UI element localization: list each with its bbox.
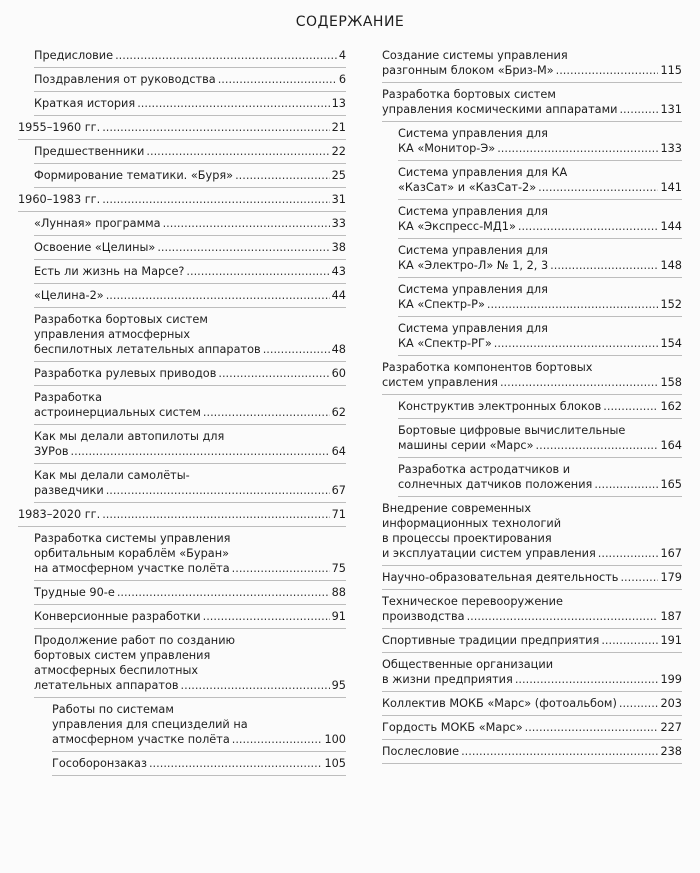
toc-page-number: 115 [660,64,682,77]
toc-entry-title-line: Формирование тематики. «Буря» [34,169,234,182]
toc-entry[interactable] [18,260,346,283]
toc-entry-title-line: Система управления для [398,205,548,218]
toc-page-number: 62 [331,406,346,419]
dot-leader [487,297,659,312]
toc-entry-title-line: «Лунная» программа [34,217,161,230]
toc-page-number: 43 [331,265,346,278]
dot-leader [218,72,337,87]
toc-entry-title-line: Разработка бортовых систем [34,313,208,326]
toc-entry[interactable] [18,698,346,751]
dot-leader [115,48,337,63]
toc-entry[interactable] [382,590,682,628]
toc-entry-title-line: в процессы проектирования [382,532,552,545]
toc-entry[interactable] [18,164,346,187]
toc-entry-title-line: Спортивные традиции предприятия [382,634,600,647]
toc-entry-title-line: управления атмосферных [34,328,191,341]
toc-entry-title-line: астроинерциальных систем [34,406,201,419]
toc-entry-title-line: Конструктив электронных блоков [398,400,602,413]
toc-page-number: 227 [660,721,682,734]
toc-entry[interactable] [18,503,346,526]
toc-entry-title-line: и эксплуатации систем управления [382,547,596,560]
toc-page-number: 88 [331,586,346,599]
dot-leader [550,258,658,273]
toc-entry-title-line: Научно-образовательная деятельность [382,571,619,584]
dot-leader [525,720,659,735]
toc-entry-title-line: Работы по системам [52,703,174,716]
toc-entry[interactable] [382,44,682,82]
toc-entry-title-line: разгонным блоком «Бриз-М» [382,64,554,77]
toc-page-number: 4 [338,49,346,62]
dot-leader [149,756,322,771]
toc-page-number: 22 [331,145,346,158]
dot-leader [117,585,330,600]
toc-page-number: 152 [660,298,682,311]
toc-page-number: 164 [660,439,682,452]
toc-entry-title-line: разведчики [34,484,104,497]
toc-entry[interactable] [18,188,346,211]
toc-page-number: 21 [331,121,346,134]
toc-entry-title-line: Разработка бортовых систем [382,88,556,101]
toc-entry[interactable] [382,497,682,565]
toc-page-number: 31 [331,193,346,206]
toc-entry-title-line: Создание системы управления [382,49,568,62]
toc-entry-title-line: ЗУРов [34,445,69,458]
toc-entry-title-line: Система управления для [398,244,548,257]
toc-entry[interactable] [18,527,346,580]
toc-entry[interactable] [18,92,346,115]
dot-leader [536,438,659,453]
toc-page-number: 131 [660,103,682,116]
toc-entry[interactable] [18,140,346,163]
toc-entry-title-line: солнечных датчиков положения [398,478,593,491]
toc-page-number: 67 [331,484,346,497]
toc-entry-title-line: атмосферном участке полёта [52,733,230,746]
toc-entry-title-line: КА «Экспресс-МД1» [398,220,516,233]
toc-entry-title-line: Система управления для КА [398,166,568,179]
toc-entry[interactable] [18,629,346,697]
toc-entry[interactable] [382,653,682,691]
dot-leader [102,120,329,135]
dot-leader [71,444,330,459]
dot-leader [232,561,330,576]
toc-page-number: 238 [660,745,682,758]
toc-entry-title-line: КА «Спектр-Р» [398,298,485,311]
toc-entry-title-line: 1955–1960 гг. [18,121,101,134]
toc-page-number: 44 [331,289,346,302]
toc-entry[interactable] [382,566,682,589]
toc-entry[interactable] [382,200,682,238]
dot-leader [556,63,659,78]
toc-entry-title-line: Разработка системы управления [34,532,231,545]
toc-page-number: 154 [660,337,682,350]
toc-page-number: 48 [331,343,346,356]
dot-leader [106,288,330,303]
toc-page-number: 199 [660,673,682,686]
toc-entry-title-line: Система управления для [398,322,548,335]
toc-entry[interactable] [18,362,346,385]
toc-entry-title-line: 1960–1983 гг. [18,193,101,206]
toc-entry-title-line: Продолжение работ по созданию [34,634,236,647]
dot-leader [518,219,659,234]
toc-entry-title-line: Техническое перевооружение [382,595,563,608]
toc-page-number: 133 [660,142,682,155]
toc-entry[interactable] [382,122,682,160]
toc-entry-title-line: Гособоронзаказ [52,757,147,770]
toc-entry-title-line: КА «Спектр-РГ» [398,337,492,350]
toc-entry-title-line: Трудные 90-е [34,586,115,599]
page-title: СОДЕРЖАНИЕ [295,14,405,30]
toc-entry[interactable] [18,308,346,361]
toc-page-number: 60 [331,367,346,380]
toc-entry[interactable] [382,629,682,652]
dot-leader [601,633,658,648]
dot-leader [157,240,329,255]
toc-entry[interactable] [382,395,682,418]
toc-entry-title-line: Есть ли жизнь на Марсе? [34,265,185,278]
toc-entry[interactable] [18,236,346,259]
toc-page-number: 144 [660,220,682,233]
toc-page-number: 95 [331,679,346,692]
dot-leader [106,483,330,498]
toc-entry-title-line: Послесловие [382,745,460,758]
dot-leader [598,546,659,561]
toc-entry[interactable] [18,605,346,628]
toc-entry[interactable] [382,278,682,316]
toc-entry-title-line: Гордость МОКБ «Марс» [382,721,523,734]
toc-entry-title-line: Разработка астродатчиков и [398,463,571,476]
toc-entry[interactable] [382,161,682,199]
toc-page-number: 100 [324,733,346,746]
toc-entry-title-line: управления для специзделий на [52,718,248,731]
dot-leader [203,609,330,624]
toc-page-number: 167 [660,547,682,560]
toc-entry[interactable] [18,212,346,235]
dot-leader [235,168,330,183]
dot-leader [102,192,329,207]
toc-page-number: 64 [331,445,346,458]
toc-entry-title-line: «Целина-2» [34,289,104,302]
toc-entry-title-line: Система управления для [398,283,548,296]
dot-leader [137,96,329,111]
toc-entry[interactable] [18,581,346,604]
toc-page-number: 91 [331,610,346,623]
toc-entry-title-line: Разработка рулевых приводов [34,367,217,380]
dot-leader [603,399,658,414]
dot-leader [494,336,659,351]
toc-page-number: 158 [660,376,682,389]
toc-entry-title-line: систем управления [382,376,498,389]
toc-page-number: 13 [331,97,346,110]
toc-entry-title-line: летательных аппаратов [34,679,179,692]
toc-entry-title-line: КА «Электро-Л» № 1, 2, 3 [398,259,549,272]
toc-entry-title-line: Разработка компонентов бортовых [382,361,593,374]
toc-separator [382,763,682,764]
dot-leader [232,732,323,747]
dot-leader [163,216,330,231]
toc-page-number: 191 [660,634,682,647]
toc-page-number: 33 [331,217,346,230]
toc-right-column [382,44,682,764]
toc-entry[interactable] [382,419,682,457]
toc-page-number: 105 [324,757,346,770]
toc-entry[interactable] [382,239,682,277]
toc-entry-title-line: в жизни предприятия [382,673,513,686]
toc-entry[interactable] [18,425,346,463]
toc-page-number: 75 [331,562,346,575]
toc-entry[interactable] [18,68,346,91]
toc-entry-title-line: 1983–2020 гг. [18,508,101,521]
toc-page-number: 38 [331,241,346,254]
toc-entry[interactable] [382,317,682,355]
toc-entry[interactable] [382,458,682,496]
toc-page-number: 203 [660,697,682,710]
dot-leader [102,507,329,522]
toc-page-number: 148 [660,259,682,272]
toc-page-number: 6 [338,73,346,86]
toc-entry-title-line: Краткая история [34,97,136,110]
dot-leader [619,696,659,711]
toc-entry[interactable] [382,356,682,394]
toc-entry-title-line: Освоение «Целины» [34,241,156,254]
dot-leader [181,678,330,693]
toc-entry-title-line: Конверсионные разработки [34,610,201,623]
toc-entry-title-line: Как мы делали автопилоты для [34,430,225,443]
toc-entry[interactable] [382,83,682,121]
toc-entry-title-line: Внедрение современных [382,502,532,515]
dot-leader [500,375,659,390]
toc-entry-title-line: «КазСат» и «КазСат-2» [398,181,537,194]
toc-entry[interactable] [18,464,346,502]
toc-page-number: 179 [660,571,682,584]
toc-entry-title-line: бортовых систем управления [34,649,211,662]
dot-leader [619,102,658,117]
toc-page-number: 25 [331,169,346,182]
dot-leader [146,144,329,159]
toc-entry-title-line: информационных технологий [382,517,562,530]
dot-leader [461,744,658,759]
dot-leader [203,405,330,420]
toc-entry-title-line: орбитальным кораблём «Буран» [34,547,230,560]
dot-leader [186,264,329,279]
dot-leader [263,342,330,357]
dot-leader [620,570,658,585]
toc-entry-title-line: атмосферных беспилотных [34,664,199,677]
toc-page-number: 165 [660,478,682,491]
toc-entry-title-line: Предисловие [34,49,114,62]
toc-page-number: 141 [660,181,682,194]
toc-page-number: 71 [331,508,346,521]
toc-entry-title-line: Коллектив МОКБ «Марс» (фотоальбом) [382,697,617,710]
toc-entry-title-line: КА «Монитор-Э» [398,142,496,155]
toc-separator [52,775,346,776]
toc-entry[interactable] [18,752,346,775]
toc-entry-title-line: управления космическими аппаратами [382,103,618,116]
toc-entry-title-line: Поздравления от руководства [34,73,216,86]
toc-entry-title-line: на атмосферном участке полёта [34,562,230,575]
toc-entry-title-line: беспилотных летательных аппаратов [34,343,261,356]
toc-entry-title-line: Разработка [34,391,103,404]
toc-entry-title-line: производства [382,610,465,623]
dot-leader [467,609,659,624]
toc-entry[interactable] [18,386,346,424]
toc-left-column [18,44,346,776]
dot-leader [538,180,658,195]
toc-page-number: 187 [660,610,682,623]
toc-entry-title-line: машины серии «Марс» [398,439,534,452]
toc-entry-title-line: Как мы делали самолёты- [34,469,190,482]
dot-leader [515,672,659,687]
toc-entry[interactable] [382,740,682,763]
toc-entry[interactable] [18,116,346,139]
toc-entry-title-line: Бортовые цифровые вычислительные [398,424,626,437]
dot-leader [497,141,658,156]
toc-entry-title-line: Общественные организации [382,658,554,671]
dot-leader [218,366,329,381]
toc-entry-title-line: Система управления для [398,127,548,140]
toc-page-number: 162 [660,400,682,413]
toc-entry[interactable] [18,284,346,307]
toc-entry[interactable] [18,44,346,67]
toc-entry[interactable] [382,692,682,715]
dot-leader [594,477,658,492]
toc-entry-title-line: Предшественники [34,145,145,158]
toc-entry[interactable] [382,716,682,739]
